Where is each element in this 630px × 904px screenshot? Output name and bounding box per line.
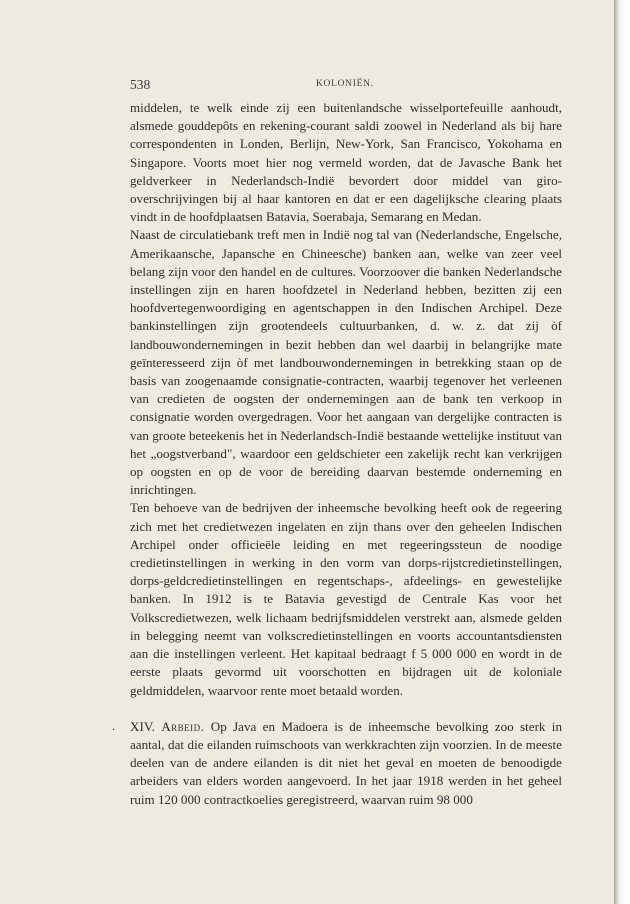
page-edge-shadow <box>614 0 630 904</box>
paragraph: middelen, te welk einde zij een buitenlandsche wisselportefeuille aanhoudt, alsmede gouddepôts en rekening-courant saldi zoowel in Nederland als bij hare correspondenten in Londen, Berlijn, New-York, San Francisco, Yokohama en Singapore. Voorts moet hier nog vermeld worden, dat de Javasche Bank het geldverkeer in Nederlandsch-Indië bevordert door middel van giro-overschrijvingen bij al haar kantoren en dat er een dagelijksche clearing plaats vindt in de hoofdplaatsen Batavia, Soerabaja, Semarang en Medan. <box>130 100 562 225</box>
margin-mark: . <box>112 718 116 733</box>
body-text <box>130 99 562 809</box>
paragraph: Naast de circulatiebank treft men in Indië nog tal van (Nederlandsche, Engelsche, Amerikaansche, Japansche en Chineesche) banken aan, welke van zeer veel belang zijn voor den handel en de cultures. Voorzoover die banken Nederlandsche instellingen zijn en haren hoofdzetel in Nederland hebben, bezitten zij een hoofdvertegenwoordiging en agentschappen in den Indischen Archipel. Deze bankinstellingen zijn grootendeels cultuurbanken, d. w. z. dat zij òf landbouwondernemingen in bezit hebben dan wel daarbij in belangrijke mate geïnteresseerd zijn òf met landbouwondernemingen in betrekking staan op de basis van zoogenaamde consignatie-contracten, waarbij tegenover het verleenen van credieten de oogsten der ondernemingen aan de bank ten verkoop in consignatie worden overgedragen. Voor het aangaan van dergelijke contracten is van groote beteekenis het in Nederlandsch-Indië bestaande wettelijke instituut van het „oogstverband", waardoor een geldschieter een zakelijk recht kan verkrijgen op oogsten en op de voor de bereiding daarvan bestemde onderneming en inrichtingen. <box>130 227 562 498</box>
section-heading: Arbeid. <box>161 718 205 734</box>
running-head: KOLONIËN. <box>316 79 374 89</box>
section-text: Op Java en Madoera is de inheemsche bevolking zoo sterk in aantal, dat die eilanden ruimschoots van werkkrachten zijn voorzien. In de meeste deelen van de andere eilanden is dit niet het geval en moeten de benoodigde arbeiders van elders worden aangevoerd. In het jaar 1918 werden in het geheel ruim 120 000 contractkoelies geregistreerd, waarvan ruim 98 000 <box>130 718 562 807</box>
page-number: 538 <box>130 77 151 92</box>
page-header <box>130 77 562 95</box>
section-xiv <box>130 718 562 809</box>
section-numeral: XIV. <box>130 718 155 734</box>
paragraph: Ten behoeve van de bedrijven der inheemsche bevolking heeft ook de regeering zich met het credietwezen ingelaten en zijn thans over den geheelen Indischen Archipel onder officieële leiding en met regeeringssteun de noodige credietinstellingen in werking in den vorm van dorps-rijstcredietinstellingen, dorps-geldcredietinstellingen en regentschaps-, afdeelings- en gewestelijke banken. In 1912 is te Batavia gevestigd de Centrale Kas voor het Volkscredietwezen, welk lichaam bedrijfsmiddelen verstrekt aan, alsmede gelden in belegging neemt van volkscredietinstellingen en voorts accountantsdiensten aan die instellingen verleent. Het kapitaal bedraagt f 5 000 000 en wordt in de eerste plaats gevormd uit voorschotten en bijdragen uit de koloniale geldmiddelen, waarvoor rente moet betaald worden. <box>130 500 562 698</box>
